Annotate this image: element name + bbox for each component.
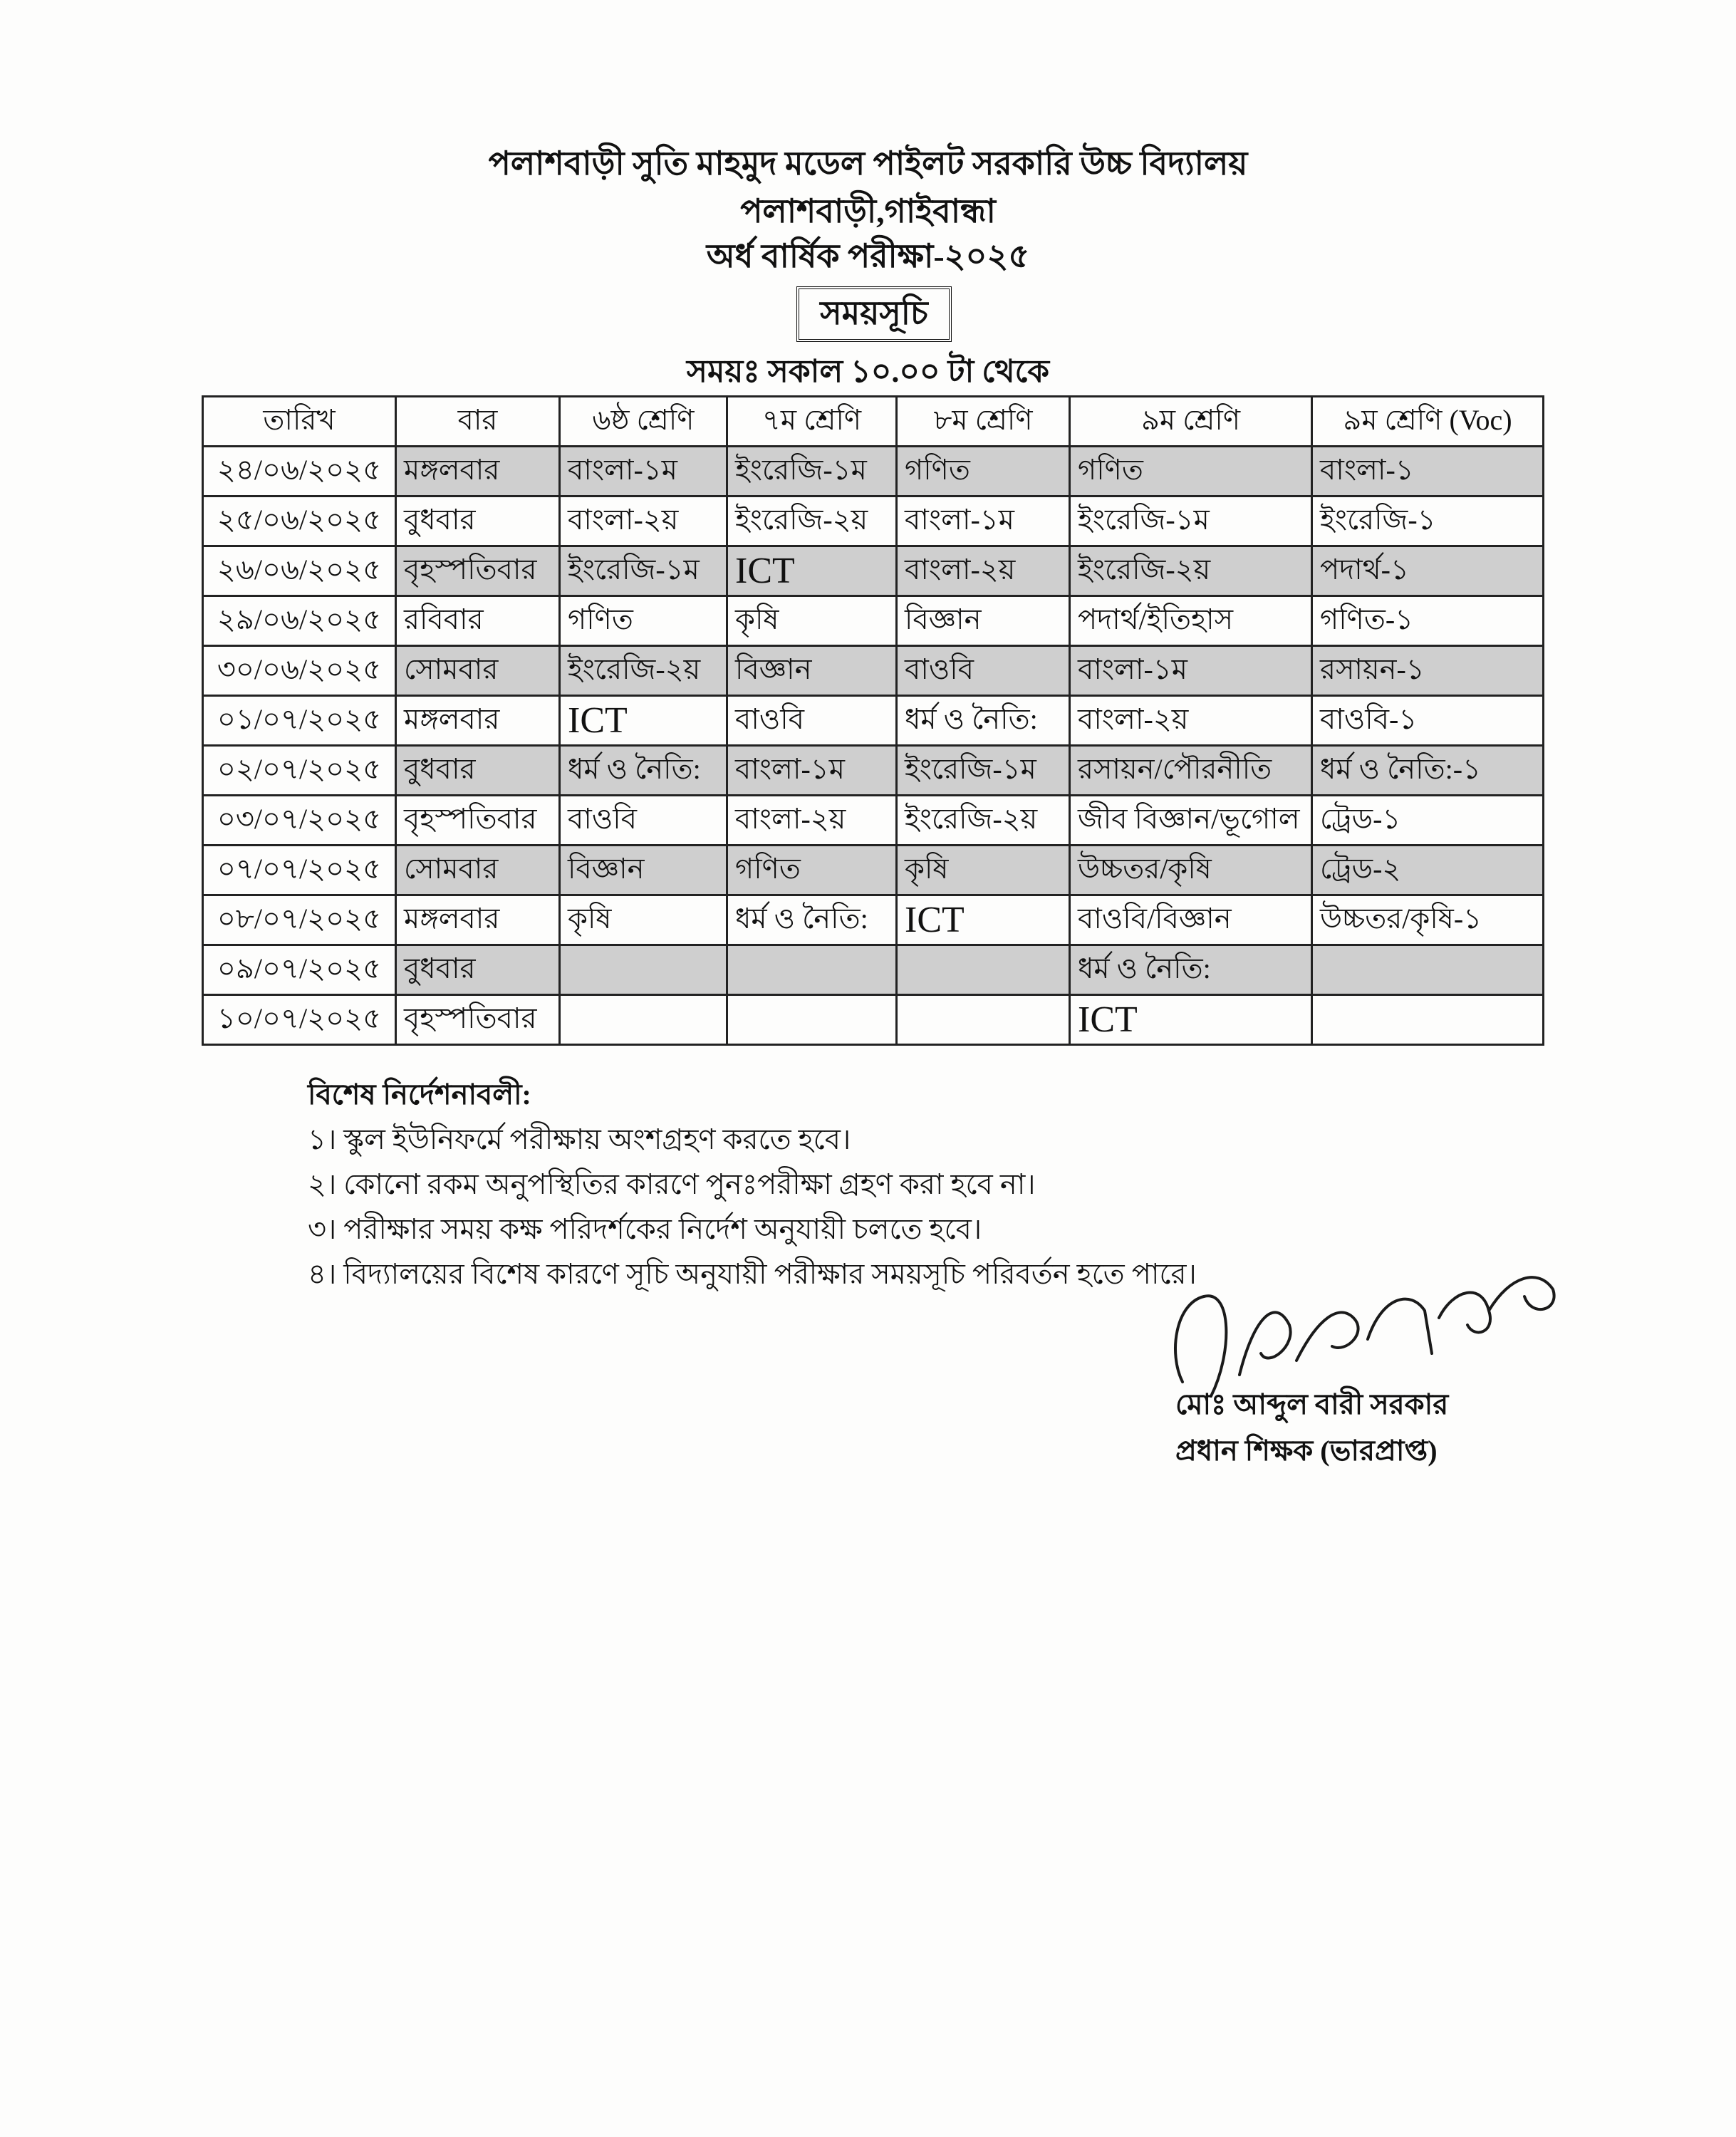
- date-cell: ২৬/০৬/২০২৫: [203, 546, 396, 596]
- instruction-item: ২। কোনো রকম অনুপস্থিতির কারণে পুনঃপরীক্ষা গ্রহণ করা হবে না।: [308, 1168, 1036, 1200]
- day-cell: মঙ্গলবার: [396, 895, 560, 945]
- table-row: [203, 596, 1544, 646]
- table-row: [203, 646, 1544, 696]
- table-row: [203, 945, 1544, 995]
- table-row: [203, 447, 1544, 496]
- subject-cell: [560, 945, 727, 995]
- date-cell: ০৮/০৭/২০২৫: [203, 895, 396, 945]
- subject-cell: ইংরেজি-২য়: [727, 496, 897, 546]
- subject-cell: ICT: [897, 895, 1070, 945]
- date-cell: ০২/০৭/২০২৫: [203, 746, 396, 796]
- date-cell: ৩০/০৬/২০২৫: [203, 646, 396, 696]
- table-row: [203, 696, 1544, 746]
- subject-cell: বাংলা-২য়: [560, 496, 727, 546]
- subject-cell: বিজ্ঞান: [727, 646, 897, 696]
- signatory-name: মোঃ আব্দুল বারী সরকার: [1175, 1388, 1449, 1420]
- date-cell: ০৭/০৭/২০২৫: [203, 846, 396, 895]
- subject-cell: ধর্ম ও নৈতি:: [560, 746, 727, 796]
- table-row: [203, 995, 1544, 1045]
- subject-cell: ICT: [727, 546, 897, 596]
- subject-cell: বাংলা-২য়: [897, 546, 1070, 596]
- subject-cell: ICT: [560, 696, 727, 746]
- subject-cell: উচ্চতর/কৃষি: [1070, 846, 1312, 895]
- subject-cell: [727, 995, 897, 1045]
- subject-cell: রসায়ন/পৌরনীতি: [1070, 746, 1312, 796]
- special-instructions: [308, 1072, 1197, 1296]
- column-header: ৮ম শ্রেণি: [897, 397, 1070, 447]
- table-row: [203, 746, 1544, 796]
- day-cell: বুধবার: [396, 945, 560, 995]
- day-cell: রবিবার: [396, 596, 560, 646]
- date-cell: ০৩/০৭/২০২৫: [203, 796, 396, 846]
- subject-cell: ইংরেজি-১ম: [560, 546, 727, 596]
- subject-cell: কৃষি: [560, 895, 727, 945]
- subject-cell: কৃষি: [897, 846, 1070, 895]
- subject-cell: বাংলা-১ম: [897, 496, 1070, 546]
- day-cell: বুধবার: [396, 496, 560, 546]
- subject-cell: ট্রেড-১: [1312, 796, 1544, 846]
- subject-cell: বাংলা-২য়: [1070, 696, 1312, 746]
- subject-cell: রসায়ন-১: [1312, 646, 1544, 696]
- subject-cell: [560, 995, 727, 1045]
- exam-time: সময়ঃ সকাল ১০.০০ টা থেকে: [686, 354, 1050, 389]
- column-header: ৬ষ্ঠ শ্রেণি: [560, 397, 727, 447]
- subject-cell: [727, 945, 897, 995]
- signatory-title: প্রধান শিক্ষক (ভারপ্রাপ্ত): [1175, 1435, 1438, 1467]
- subject-cell: ইংরেজি-২য়: [897, 796, 1070, 846]
- day-cell: বৃহস্পতিবার: [396, 995, 560, 1045]
- exam-title: অর্ধ বার্ষিক পরীক্ষা-২০২৫: [706, 238, 1030, 274]
- column-header: ৭ম শ্রেণি: [727, 397, 897, 447]
- date-cell: ২৪/০৬/২০২৫: [203, 447, 396, 496]
- subject-cell: বাওবি/বিজ্ঞান: [1070, 895, 1312, 945]
- day-cell: মঙ্গলবার: [396, 447, 560, 496]
- day-cell: বুধবার: [396, 746, 560, 796]
- subject-cell: ইংরেজি-১ম: [1070, 496, 1312, 546]
- instructions-heading: বিশেষ নির্দেশনাবলী:: [308, 1078, 531, 1111]
- subject-cell: বিজ্ঞান: [560, 846, 727, 895]
- day-cell: সোমবার: [396, 846, 560, 895]
- subject-cell: [897, 995, 1070, 1045]
- day-cell: সোমবার: [396, 646, 560, 696]
- date-cell: ১০/০৭/২০২৫: [203, 995, 396, 1045]
- subject-cell: বাংলা-১ম: [1070, 646, 1312, 696]
- column-header: ৯ম শ্রেণি (Voc): [1312, 397, 1544, 447]
- instruction-item: ৪। বিদ্যালয়ের বিশেষ কারণে সূচি অনুযায়ী পরীক্ষার সময়সূচি পরিবর্তন হতে পারে।: [308, 1258, 1197, 1290]
- subject-cell: গণিত: [560, 596, 727, 646]
- subject-cell: ইংরেজি-১ম: [897, 746, 1070, 796]
- subject-cell: বাংলা-২য়: [727, 796, 897, 846]
- instruction-item: ৩। পরীক্ষার সময় কক্ষ পরিদর্শকের নির্দেশ অনুযায়ী চলতে হবে।: [308, 1213, 982, 1245]
- column-header: ৯ম শ্রেণি: [1070, 397, 1312, 447]
- subject-cell: [897, 945, 1070, 995]
- subject-cell: ট্রেড-২: [1312, 846, 1544, 895]
- exam-schedule-table: [202, 395, 1544, 1046]
- school-name: পলাশবাড়ী সুতি মাহমুদ মডেল পাইলট সরকারি উচ্চ বিদ্যালয়: [488, 145, 1248, 182]
- table-row: [203, 546, 1544, 596]
- subject-cell: ধর্ম ও নৈতি:: [1070, 945, 1312, 995]
- column-header: বার: [396, 397, 560, 447]
- subject-cell: ইংরেজি-১ম: [727, 447, 897, 496]
- instruction-item: ১। স্কুল ইউনিফর্মে পরীক্ষায় অংশগ্রহণ করতে হবে।: [308, 1123, 851, 1155]
- day-cell: বৃহস্পতিবার: [396, 546, 560, 596]
- subject-cell: [1312, 995, 1544, 1045]
- subject-cell: গণিত: [727, 846, 897, 895]
- subject-cell: বাওবি: [727, 696, 897, 746]
- subject-cell: ইংরেজি-২য়: [1070, 546, 1312, 596]
- subject-cell: গণিত: [897, 447, 1070, 496]
- subject-cell: বাওবি: [560, 796, 727, 846]
- subject-cell: ICT: [1070, 995, 1312, 1045]
- subject-cell: বাংলা-১ম: [560, 447, 727, 496]
- subject-cell: ধর্ম ও নৈতি:: [727, 895, 897, 945]
- school-location: পলাশবাড়ী,গাইবান্ধা: [740, 193, 996, 229]
- subject-cell: গণিত-১: [1312, 596, 1544, 646]
- column-header: তারিখ: [203, 397, 396, 447]
- subject-cell: জীব বিজ্ঞান/ভূগোল: [1070, 796, 1312, 846]
- date-cell: ২৫/০৬/২০২৫: [203, 496, 396, 546]
- subject-cell: বিজ্ঞান: [897, 596, 1070, 646]
- subject-cell: ধর্ম ও নৈতি:: [897, 696, 1070, 746]
- subject-cell: ইংরেজি-২য়: [560, 646, 727, 696]
- subject-cell: বাংলা-১: [1312, 447, 1544, 496]
- table-row: [203, 895, 1544, 945]
- subject-cell: ইংরেজি-১: [1312, 496, 1544, 546]
- schedule-title: সময়সূচি: [796, 286, 952, 342]
- subject-cell: বাংলা-১ম: [727, 746, 897, 796]
- subject-cell: পদার্থ/ইতিহাস: [1070, 596, 1312, 646]
- day-cell: মঙ্গলবার: [396, 696, 560, 746]
- table-row: [203, 846, 1544, 895]
- subject-cell: গণিত: [1070, 447, 1312, 496]
- day-cell: বৃহস্পতিবার: [396, 796, 560, 846]
- date-cell: ২৯/০৬/২০২৫: [203, 596, 396, 646]
- table-row: [203, 496, 1544, 546]
- subject-cell: [1312, 945, 1544, 995]
- subject-cell: বাওবি-১: [1312, 696, 1544, 746]
- table-header-row: [203, 397, 1544, 447]
- subject-cell: উচ্চতর/কৃষি-১: [1312, 895, 1544, 945]
- subject-cell: পদার্থ-১: [1312, 546, 1544, 596]
- table-row: [203, 796, 1544, 846]
- date-cell: ০৯/০৭/২০২৫: [203, 945, 396, 995]
- date-cell: ০১/০৭/২০২৫: [203, 696, 396, 746]
- subject-cell: কৃষি: [727, 596, 897, 646]
- subject-cell: ধর্ম ও নৈতি:-১: [1312, 746, 1544, 796]
- subject-cell: বাওবি: [897, 646, 1070, 696]
